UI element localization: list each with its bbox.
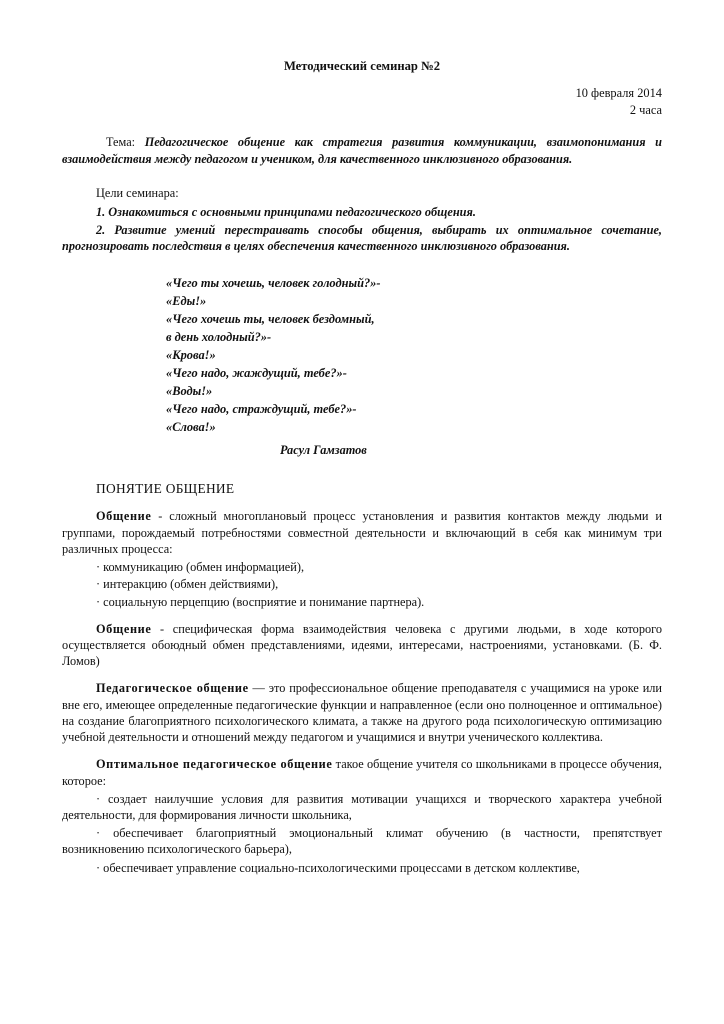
definition-3-term: Педагогическое общение [96,681,249,696]
list-item: · обеспечивает благоприятный эмоциональный климат обучению (в частности, препятствует возникновению психологического барьера), [62,826,662,857]
definition-1-list [62,559,662,610]
poem-line-5: «Крова!» [166,347,216,362]
poem-line-4: в день холодный?»- [166,329,272,344]
definition-4-term: Оптимальное педагогическое общение [96,757,333,772]
list-item: · создает наилучшие условия для развития мотивации учащихся и творческого характера учебной деятельности, для формирования личности школьника, [62,791,662,822]
definition-2 [62,621,662,670]
theme-text: Педагогическое общение как стратегия развития коммуникации, взаимопонимания и взаимодействия между педагогом и учеником, для качественного инклюзивного образования. [62,135,662,166]
definition-2-text: - специфическая форма взаимодействия человека с другими людьми, в ходе которого осуществляется обоюдный обмен представлениями, идеями, интересами, настроениями, установками. (Б. Ф. Ломов) [62,621,662,669]
list-item: · социальную перцепцию (восприятие и понимание партнера). [96,594,425,609]
goal-item-1: 1. Ознакомиться с основными принципами педагогического общения. [96,205,476,220]
document-title: Методический семинар №2 [283,59,441,73]
list-item: · обеспечивает управление социально-психологическими процессами в детском коллективе, [96,860,580,875]
document-date: 10 февраля 2014 [575,85,662,100]
poem-block [166,275,662,437]
definition-1-term: Общение [96,509,152,524]
document-duration: 2 часа [629,102,662,117]
list-item: · интеракцию (обмен действиями), [96,577,279,592]
poem-line-3: «Чего хочешь ты, человек бездомный, [166,311,375,326]
poem-line-1: «Чего ты хочешь, человек голодный?»- [166,275,381,290]
poem-line-9: «Слова!» [166,419,216,434]
theme-paragraph [62,134,662,166]
definition-1 [62,508,662,557]
goals-heading: Цели семинара: [96,185,179,200]
definition-4 [62,756,662,788]
section-heading: ПОНЯТИЕ ОБЩЕНИЕ [96,480,235,496]
poem-author: Расул Гамзатов [280,442,367,457]
definition-2-term: Общение [96,621,152,636]
poem-line-7: «Воды!» [166,383,213,398]
theme-label: Тема: [106,135,136,150]
poem-line-6: «Чего надо, жаждущий, тебе?»- [166,365,347,380]
definition-1-text: - сложный многоплановый процесс установления и развития контактов между людьми и группами, порождаемый потребностями совместной деятельности и включающий в себя как минимум три различных процесса: [62,509,662,556]
list-item: · коммуникацию (обмен информацией), [96,560,305,575]
definition-3 [62,680,662,745]
definition-4-text: такое общение учителя со школьниками в процессе обучения, которое: [62,757,662,788]
definition-3-text: — это профессиональное общение преподавателя с учащимися на уроке или вне его, имеющее определенные педагогические функции и направленное (если оно полноценное и оптимальное) на создание благоприятного психологического климата, а также на другого рода психологическую оптимизацию учебной деятельности и отношений между педагогом и учащимися и внутри ученического коллектива. [62,681,662,745]
definition-4-list [62,791,662,876]
poem-line-8: «Чего надо, страждущий, тебе?»- [166,401,357,416]
goal-item-2: 2. Развитие умений перестраивать способы общения, выбирать их оптимальное сочетание, прогнозировать последствия в целях обеспечения качественного инклюзивного образования. [62,223,662,254]
poem-line-2: «Еды!» [166,293,207,308]
